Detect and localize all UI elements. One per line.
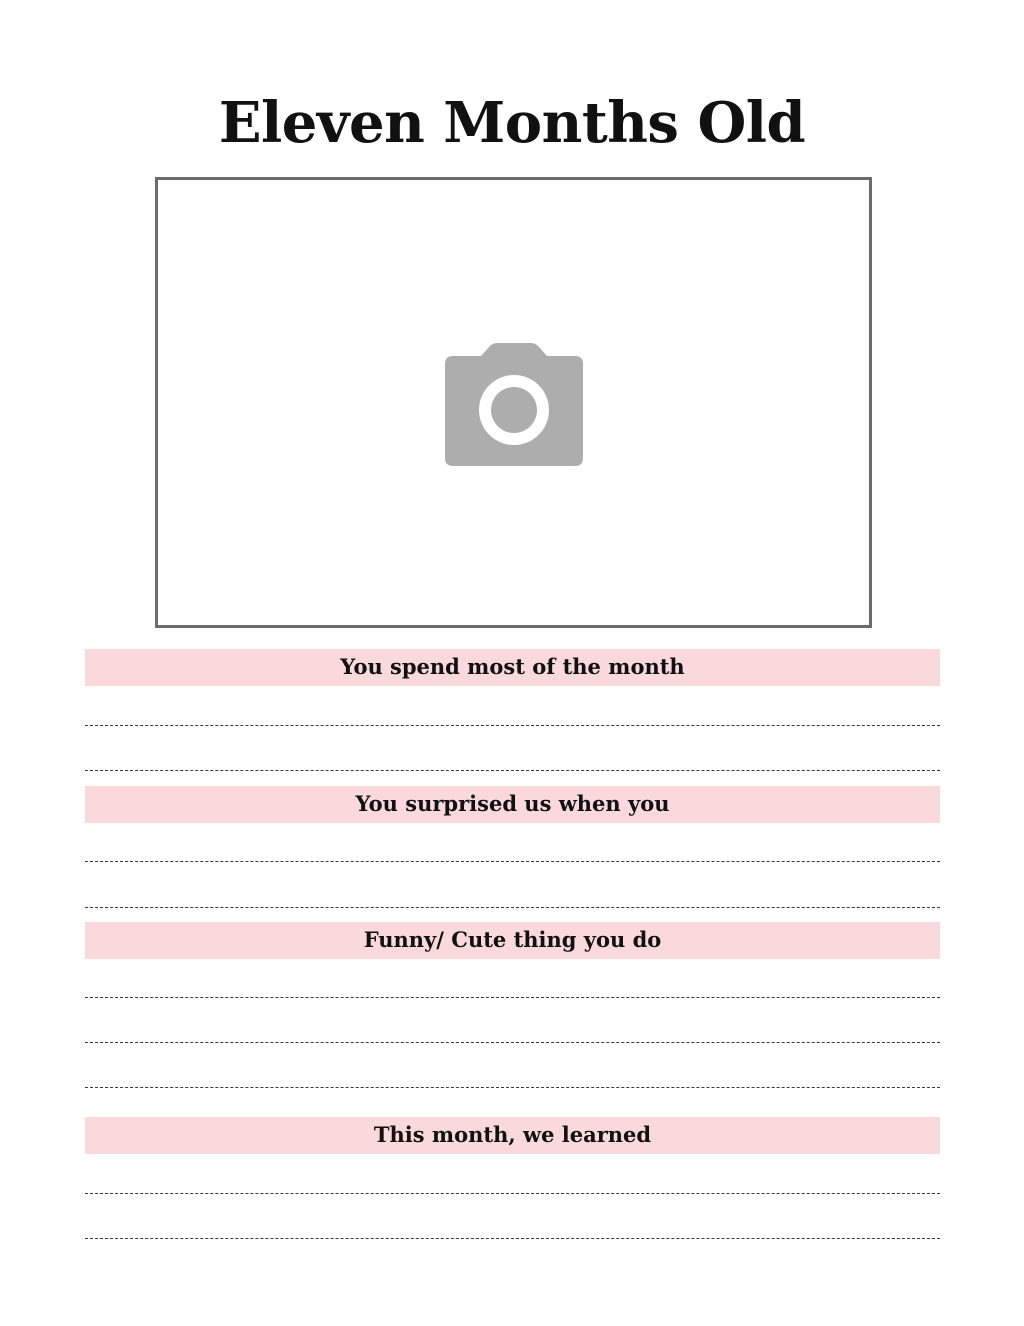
section-learned — [85, 1117, 940, 1154]
writing-line[interactable] — [85, 770, 940, 771]
page-title: Eleven Months Old — [218, 90, 806, 156]
writing-line[interactable] — [85, 1193, 940, 1194]
writing-line[interactable] — [85, 907, 940, 908]
writing-line[interactable] — [85, 997, 940, 998]
section-heading: Funny/ Cute thing you do — [85, 922, 940, 959]
writing-line[interactable] — [85, 1238, 940, 1239]
section-spend-month — [85, 649, 940, 686]
photo-placeholder[interactable] — [155, 177, 872, 628]
section-funny-cute — [85, 922, 940, 959]
camera-icon — [445, 341, 583, 466]
section-heading: You spend most of the month — [85, 649, 940, 686]
section-heading: This month, we learned — [85, 1117, 940, 1154]
writing-line[interactable] — [85, 1087, 940, 1088]
writing-line[interactable] — [85, 725, 940, 726]
writing-line[interactable] — [85, 1042, 940, 1043]
section-surprised-us — [85, 786, 940, 823]
writing-line[interactable] — [85, 861, 940, 862]
section-heading: You surprised us when you — [85, 786, 940, 823]
